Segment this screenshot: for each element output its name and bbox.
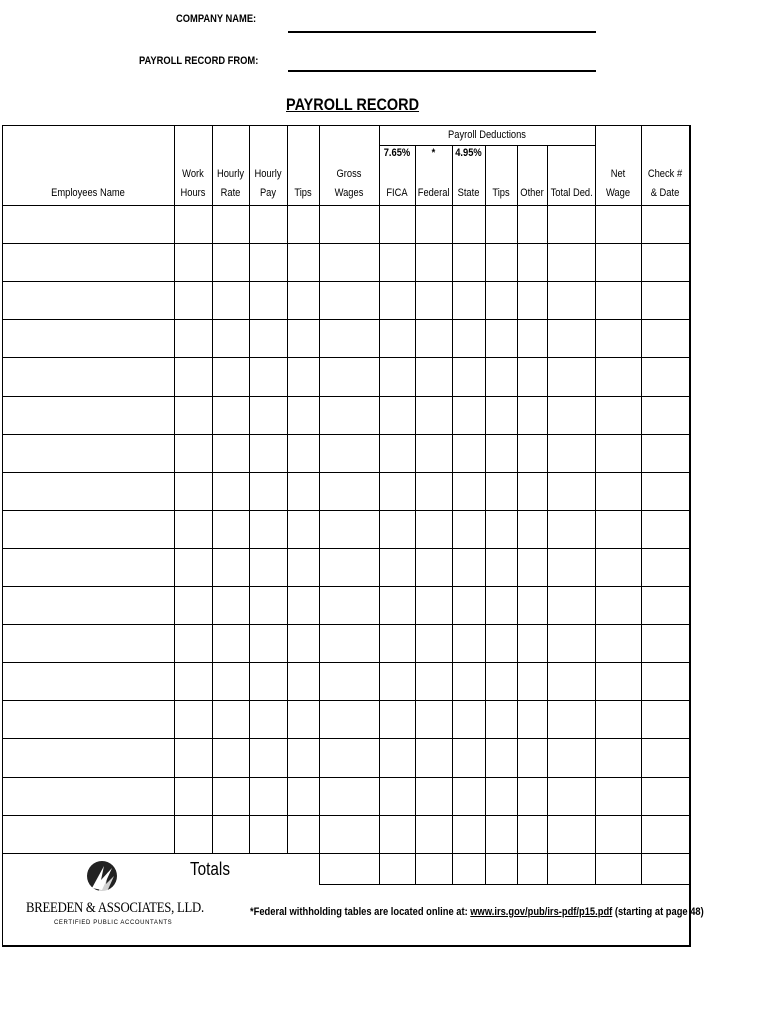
table-cell[interactable] xyxy=(175,663,211,699)
table-cell[interactable] xyxy=(518,244,546,280)
table-cell[interactable] xyxy=(453,816,484,852)
table-cell[interactable] xyxy=(416,587,451,623)
table-cell[interactable] xyxy=(175,587,211,623)
table-cell[interactable] xyxy=(642,435,688,471)
page-title: PAYROLL RECORD xyxy=(286,95,420,114)
table-cell[interactable] xyxy=(250,701,286,737)
table-cell[interactable] xyxy=(380,435,414,471)
table-cell[interactable] xyxy=(320,511,378,547)
payroll-deductions-header: Payroll Deductions xyxy=(448,129,526,141)
table-cell[interactable] xyxy=(175,778,211,814)
table-cell[interactable] xyxy=(518,625,546,661)
table-cell[interactable] xyxy=(416,320,451,356)
table-cell[interactable] xyxy=(320,663,378,699)
column-header-bottom: Wage xyxy=(605,187,631,199)
table-cell[interactable] xyxy=(453,244,484,280)
table-cell[interactable] xyxy=(213,511,248,547)
table-cell[interactable] xyxy=(3,663,173,699)
table-cell[interactable] xyxy=(380,244,414,280)
table-cell[interactable] xyxy=(380,511,414,547)
fica-rate: 7.65% xyxy=(383,147,411,159)
table-cell[interactable] xyxy=(320,587,378,623)
table-cell[interactable] xyxy=(175,701,211,737)
table-cell[interactable] xyxy=(548,206,594,242)
table-cell[interactable] xyxy=(642,358,688,394)
column-header xyxy=(452,165,485,203)
irs-link[interactable]: www.irs.gov/pub/irs-pdf/p15.pdf xyxy=(470,906,613,918)
column-header-bottom: Hours xyxy=(180,187,206,199)
table-cell[interactable] xyxy=(3,816,173,852)
company-name-line[interactable] xyxy=(288,31,596,33)
table-cell[interactable] xyxy=(518,320,546,356)
table-cell[interactable] xyxy=(548,778,594,814)
table-cell[interactable] xyxy=(548,587,594,623)
table-cell[interactable] xyxy=(453,587,484,623)
column-header xyxy=(595,165,641,203)
table-cell[interactable] xyxy=(453,473,484,509)
table-cell[interactable] xyxy=(320,549,378,585)
table-cell[interactable] xyxy=(518,397,546,433)
table-cell[interactable] xyxy=(288,625,318,661)
logo-subtitle: CERTIFIED PUBLIC ACCOUNTANTS xyxy=(54,920,173,926)
column-header xyxy=(485,165,517,203)
table-cell[interactable] xyxy=(288,511,318,547)
totals-left-border xyxy=(319,853,320,884)
table-cell[interactable] xyxy=(548,625,594,661)
table-cell[interactable] xyxy=(486,473,516,509)
table-cell[interactable] xyxy=(416,549,451,585)
table-cell[interactable] xyxy=(486,816,516,852)
table-cell[interactable] xyxy=(250,587,286,623)
table-cell[interactable] xyxy=(486,663,516,699)
table-cell[interactable] xyxy=(3,549,173,585)
footnote xyxy=(250,906,704,918)
table-cell[interactable] xyxy=(486,778,516,814)
table-cell[interactable] xyxy=(486,435,516,471)
table-cell[interactable] xyxy=(250,816,286,852)
column-header-top: Gross xyxy=(336,168,362,180)
table-cell[interactable] xyxy=(213,206,248,242)
table-cell[interactable] xyxy=(250,397,286,433)
table-cell[interactable] xyxy=(518,587,546,623)
table-cell[interactable] xyxy=(250,511,286,547)
column-header-top: Work xyxy=(182,168,204,180)
table-cell[interactable] xyxy=(596,358,640,394)
table-cell[interactable] xyxy=(175,206,211,242)
table-cell[interactable] xyxy=(518,435,546,471)
table-cell[interactable] xyxy=(518,739,546,775)
table-cell[interactable] xyxy=(288,244,318,280)
table-cell[interactable] xyxy=(175,739,211,775)
table-cell[interactable] xyxy=(453,358,484,394)
table-cell[interactable] xyxy=(642,587,688,623)
table-cell[interactable] xyxy=(596,816,640,852)
table-cell[interactable] xyxy=(213,282,248,318)
table-cell[interactable] xyxy=(213,549,248,585)
table-cell[interactable] xyxy=(175,435,211,471)
table-cell[interactable] xyxy=(288,739,318,775)
row-divider xyxy=(2,853,689,854)
table-cell[interactable] xyxy=(320,397,378,433)
table-cell[interactable] xyxy=(416,244,451,280)
table-cell[interactable] xyxy=(518,282,546,318)
table-cell[interactable] xyxy=(175,511,211,547)
table-cell[interactable] xyxy=(642,701,688,737)
table-cell[interactable] xyxy=(596,587,640,623)
table-cell[interactable] xyxy=(416,701,451,737)
table-cell[interactable] xyxy=(642,511,688,547)
table-cell[interactable] xyxy=(213,625,248,661)
table-cell[interactable] xyxy=(596,739,640,775)
column-header xyxy=(249,165,287,203)
table-cell[interactable] xyxy=(548,244,594,280)
table-cell[interactable] xyxy=(596,206,640,242)
column-header-bottom: Wages xyxy=(334,187,364,199)
table-cell[interactable] xyxy=(486,282,516,318)
column-header xyxy=(379,165,415,203)
table-cell[interactable] xyxy=(250,244,286,280)
table-cell[interactable] xyxy=(380,625,414,661)
table-cell[interactable] xyxy=(486,358,516,394)
column-header-bottom: Tips xyxy=(492,187,510,199)
table-cell[interactable] xyxy=(518,816,546,852)
table-cell[interactable] xyxy=(3,397,173,433)
payroll-period-label: PAYROLL RECORD FROM: xyxy=(139,55,259,67)
column-header xyxy=(212,165,249,203)
column-header xyxy=(517,165,547,203)
table-cell[interactable] xyxy=(416,739,451,775)
column-header xyxy=(174,165,212,203)
logo-name: BREEDEN & ASSOCIATES, LLD. xyxy=(26,900,204,916)
table-cell[interactable] xyxy=(380,206,414,242)
table-cell[interactable] xyxy=(288,778,318,814)
table-cell[interactable] xyxy=(3,587,173,623)
table-cell[interactable] xyxy=(250,320,286,356)
table-cell[interactable] xyxy=(320,473,378,509)
column-header-bottom: Other xyxy=(520,187,544,199)
table-cell[interactable] xyxy=(213,473,248,509)
table-cell[interactable] xyxy=(3,244,173,280)
table-cell[interactable] xyxy=(320,625,378,661)
table-cell[interactable] xyxy=(548,549,594,585)
table-cell[interactable] xyxy=(380,473,414,509)
table-cell[interactable] xyxy=(3,358,173,394)
table-cell[interactable] xyxy=(486,739,516,775)
table-cell[interactable] xyxy=(380,663,414,699)
table-cell[interactable] xyxy=(288,320,318,356)
table-cell[interactable] xyxy=(175,397,211,433)
table-cell[interactable] xyxy=(548,473,594,509)
table-cell[interactable] xyxy=(486,511,516,547)
table-cell[interactable] xyxy=(453,435,484,471)
table-cell[interactable] xyxy=(548,320,594,356)
table-cell[interactable] xyxy=(642,816,688,852)
table-cell[interactable] xyxy=(416,625,451,661)
table-cell[interactable] xyxy=(453,320,484,356)
table-cell[interactable] xyxy=(486,587,516,623)
table-cell[interactable] xyxy=(175,320,211,356)
table-cell[interactable] xyxy=(548,701,594,737)
table-cell[interactable] xyxy=(320,701,378,737)
table-cell[interactable] xyxy=(213,778,248,814)
table-cell[interactable] xyxy=(642,549,688,585)
table-cell[interactable] xyxy=(548,816,594,852)
table-cell[interactable] xyxy=(250,206,286,242)
table-cell[interactable] xyxy=(380,701,414,737)
table-cell[interactable] xyxy=(3,701,173,737)
table-cell[interactable] xyxy=(3,778,173,814)
table-cell[interactable] xyxy=(642,206,688,242)
table-cell[interactable] xyxy=(486,320,516,356)
table-cell[interactable] xyxy=(486,549,516,585)
column-header-bottom: Employees Name xyxy=(51,187,125,199)
table-cell[interactable] xyxy=(453,206,484,242)
table-cell[interactable] xyxy=(320,816,378,852)
table-cell[interactable] xyxy=(453,282,484,318)
company-logo xyxy=(26,858,204,933)
table-cell[interactable] xyxy=(288,816,318,852)
column-header xyxy=(2,165,174,203)
table-cell[interactable] xyxy=(175,244,211,280)
column-header xyxy=(547,165,595,203)
footnote-prefix: *Federal withholding tables are located online at: xyxy=(250,906,471,918)
table-cell[interactable] xyxy=(380,358,414,394)
table-cell[interactable] xyxy=(320,358,378,394)
table-cell[interactable] xyxy=(596,435,640,471)
table-cell[interactable] xyxy=(453,739,484,775)
table-cell[interactable] xyxy=(250,549,286,585)
table-cell[interactable] xyxy=(288,701,318,737)
table-cell[interactable] xyxy=(213,587,248,623)
table-cell[interactable] xyxy=(518,358,546,394)
totals-row-bottom xyxy=(319,884,689,885)
table-cell[interactable] xyxy=(250,473,286,509)
table-cell[interactable] xyxy=(213,244,248,280)
table-cell[interactable] xyxy=(453,549,484,585)
table-cell[interactable] xyxy=(642,397,688,433)
table-cell[interactable] xyxy=(596,244,640,280)
table-cell[interactable] xyxy=(213,816,248,852)
table-cell[interactable] xyxy=(175,816,211,852)
table-cell[interactable] xyxy=(416,397,451,433)
table-cell[interactable] xyxy=(642,282,688,318)
table-cell[interactable] xyxy=(486,701,516,737)
column-header-bottom: Pay xyxy=(259,187,277,199)
table-cell[interactable] xyxy=(250,282,286,318)
table-cell[interactable] xyxy=(175,358,211,394)
table-cell[interactable] xyxy=(288,663,318,699)
table-cell[interactable] xyxy=(288,358,318,394)
table-cell[interactable] xyxy=(213,435,248,471)
table-cell[interactable] xyxy=(596,778,640,814)
table-cell[interactable] xyxy=(213,663,248,699)
table-cell[interactable] xyxy=(250,358,286,394)
table-cell[interactable] xyxy=(288,549,318,585)
table-cell[interactable] xyxy=(486,244,516,280)
column-header-top: Net xyxy=(610,168,626,180)
table-cell[interactable] xyxy=(416,778,451,814)
column-header xyxy=(287,165,319,203)
table-cell[interactable] xyxy=(642,778,688,814)
table-cell[interactable] xyxy=(518,663,546,699)
table-cell[interactable] xyxy=(548,435,594,471)
column-header-bottom: Tips xyxy=(294,187,312,199)
table-cell[interactable] xyxy=(380,397,414,433)
table-cell[interactable] xyxy=(416,282,451,318)
table-cell[interactable] xyxy=(250,625,286,661)
table-cell[interactable] xyxy=(416,663,451,699)
table-cell[interactable] xyxy=(596,282,640,318)
table-cell[interactable] xyxy=(642,320,688,356)
logo-mark-icon xyxy=(84,858,124,898)
table-cell[interactable] xyxy=(380,282,414,318)
column-header-bottom: FICA xyxy=(386,187,408,199)
table-cell[interactable] xyxy=(250,778,286,814)
table-cell[interactable] xyxy=(380,320,414,356)
table-cell[interactable] xyxy=(596,397,640,433)
table-cell[interactable] xyxy=(320,282,378,318)
table-cell[interactable] xyxy=(175,549,211,585)
table-cell[interactable] xyxy=(596,663,640,699)
table-cell[interactable] xyxy=(642,663,688,699)
table-cell[interactable] xyxy=(380,587,414,623)
table-cell[interactable] xyxy=(548,282,594,318)
state-rate: 4.95% xyxy=(455,147,482,159)
table-cell[interactable] xyxy=(288,397,318,433)
table-cell[interactable] xyxy=(175,473,211,509)
column-header xyxy=(641,165,689,203)
table-cell[interactable] xyxy=(3,435,173,471)
table-cell[interactable] xyxy=(518,778,546,814)
table-cell[interactable] xyxy=(548,663,594,699)
table-cell[interactable] xyxy=(596,473,640,509)
table-cell[interactable] xyxy=(213,701,248,737)
column-header-top: Check # xyxy=(647,168,683,180)
table-cell[interactable] xyxy=(416,511,451,547)
payroll-period-line[interactable] xyxy=(288,70,596,72)
table-cell[interactable] xyxy=(175,625,211,661)
column-header xyxy=(319,165,379,203)
table-cell[interactable] xyxy=(320,778,378,814)
table-cell[interactable] xyxy=(642,244,688,280)
table-cell[interactable] xyxy=(453,701,484,737)
totals-label: Totals xyxy=(190,859,230,879)
table-cell[interactable] xyxy=(453,511,484,547)
table-cell[interactable] xyxy=(3,511,173,547)
table-cell[interactable] xyxy=(548,739,594,775)
footnote-suffix: (starting at page 48) xyxy=(612,906,704,918)
table-cell[interactable] xyxy=(548,358,594,394)
table-cell[interactable] xyxy=(518,206,546,242)
table-cell[interactable] xyxy=(416,816,451,852)
table-cell[interactable] xyxy=(175,282,211,318)
table-cell[interactable] xyxy=(213,397,248,433)
table-cell[interactable] xyxy=(453,778,484,814)
table-cell[interactable] xyxy=(288,587,318,623)
table-cell[interactable] xyxy=(453,663,484,699)
table-cell[interactable] xyxy=(642,625,688,661)
table-cell[interactable] xyxy=(3,320,173,356)
table-cell[interactable] xyxy=(3,625,173,661)
table-cell[interactable] xyxy=(596,320,640,356)
table-cell[interactable] xyxy=(642,473,688,509)
table-cell[interactable] xyxy=(3,282,173,318)
table-cell[interactable] xyxy=(213,739,248,775)
table-cell[interactable] xyxy=(288,282,318,318)
column-header-bottom: State xyxy=(457,187,480,199)
table-cell[interactable] xyxy=(416,358,451,394)
table-cell[interactable] xyxy=(250,739,286,775)
table-cell[interactable] xyxy=(416,206,451,242)
table-cell[interactable] xyxy=(320,739,378,775)
table-cell[interactable] xyxy=(288,206,318,242)
table-cell[interactable] xyxy=(486,625,516,661)
column-header-bottom: & Date xyxy=(650,187,680,199)
table-cell[interactable] xyxy=(486,206,516,242)
table-cell[interactable] xyxy=(380,816,414,852)
table-cell[interactable] xyxy=(3,473,173,509)
column-header xyxy=(415,165,452,203)
table-cell[interactable] xyxy=(213,320,248,356)
company-name-label: COMPANY NAME: xyxy=(176,13,257,25)
table-cell[interactable] xyxy=(416,473,451,509)
table-cell[interactable] xyxy=(320,244,378,280)
table-cell[interactable] xyxy=(596,701,640,737)
table-cell[interactable] xyxy=(596,625,640,661)
column-header-bottom: Rate xyxy=(220,187,241,199)
federal-rate: * xyxy=(431,147,436,159)
table-cell[interactable] xyxy=(250,663,286,699)
table-cell[interactable] xyxy=(380,739,414,775)
column-header-top: Hourly xyxy=(254,168,282,180)
column-header-top: Hourly xyxy=(216,168,245,180)
table-cell[interactable] xyxy=(548,397,594,433)
table-cell[interactable] xyxy=(320,320,378,356)
table-cell[interactable] xyxy=(380,549,414,585)
table-cell[interactable] xyxy=(416,435,451,471)
column-header-bottom: Total Ded. xyxy=(550,187,593,199)
table-cell[interactable] xyxy=(453,625,484,661)
table-cell[interactable] xyxy=(518,473,546,509)
table-cell[interactable] xyxy=(3,206,173,242)
table-cell[interactable] xyxy=(320,206,378,242)
table-cell[interactable] xyxy=(518,549,546,585)
table-cell[interactable] xyxy=(288,435,318,471)
table-cell[interactable] xyxy=(486,397,516,433)
table-cell[interactable] xyxy=(596,549,640,585)
table-cell[interactable] xyxy=(213,358,248,394)
table-cell[interactable] xyxy=(453,397,484,433)
deductions-group-divider xyxy=(379,145,595,146)
table-cell[interactable] xyxy=(548,511,594,547)
table-cell[interactable] xyxy=(596,511,640,547)
table-cell[interactable] xyxy=(320,435,378,471)
table-cell[interactable] xyxy=(642,739,688,775)
table-cell[interactable] xyxy=(250,435,286,471)
table-cell[interactable] xyxy=(288,473,318,509)
column-header-bottom: Federal xyxy=(417,187,450,199)
table-cell[interactable] xyxy=(3,739,173,775)
table-cell[interactable] xyxy=(518,701,546,737)
table-cell[interactable] xyxy=(380,778,414,814)
table-cell[interactable] xyxy=(518,511,546,547)
